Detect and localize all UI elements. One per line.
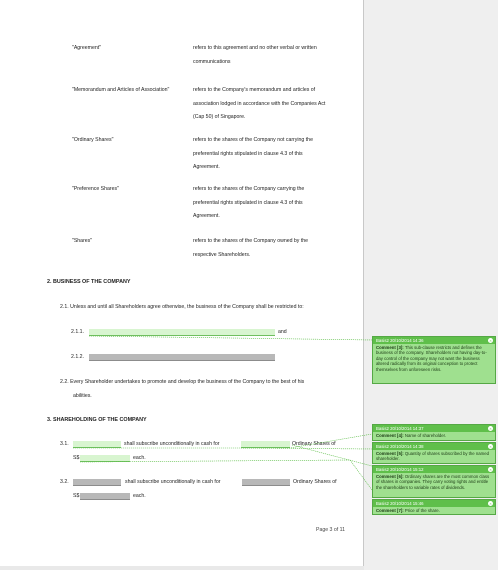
definition-text: refers to the shares of the Company owned by the [193, 238, 309, 244]
definition-term: "Ordinary Shares" [72, 137, 114, 143]
comment-balloon[interactable] [372, 336, 496, 384]
comment-text: This sub-clause restricts and defines the business of the company. Shareholders not having day-to-day control of the company may not want the business altered radically from its original conception to protect themselves from unforeseen risks. [376, 345, 487, 372]
close-icon[interactable]: × [489, 444, 492, 449]
close-icon[interactable]: × [489, 426, 492, 431]
clause-text: each. [133, 493, 146, 499]
comment-balloon[interactable] [372, 499, 496, 515]
connector-line [73, 434, 372, 448]
comment-balloon[interactable] [372, 465, 496, 498]
definition-text: preferential rights stipulated in clause 4.3 of this [193, 200, 303, 206]
definition-text: preferential rights stipulated in clause 4.3 of this [193, 151, 303, 157]
comment-label: Comment [5]: [376, 451, 404, 456]
definition-term: "Agreement" [72, 45, 102, 51]
clause-text: shall subscribe unconditionally in cash for [124, 441, 220, 447]
clause-text: abilities. [73, 393, 92, 399]
comment-author-date: Basis2 20/10/2014 15:12 [376, 467, 424, 472]
comment-author-date: Basis2 20/10/2014 14:38 [376, 444, 424, 449]
comment-text: Name of shareholder. [404, 433, 446, 438]
clause-text: shall subscribe unconditionally in cash for [125, 479, 221, 485]
comment-balloon[interactable] [372, 442, 496, 464]
definition-term: "Shares" [72, 238, 93, 244]
comment-header [373, 337, 495, 344]
definition-text: association lodged in accordance with the Companies Act [193, 101, 326, 107]
clause-number: 3.1. [60, 441, 69, 447]
comment-label: Comment [4]: [376, 433, 404, 438]
clause-text: 2.1. Unless and until all Shareholders agree otherwise, the business of the Company shall be restricted to: [60, 304, 304, 310]
clause-text: each. [133, 455, 146, 461]
connector-line [89, 336, 372, 340]
comment-label: Comment [6]: [376, 474, 404, 479]
comment-header [373, 425, 495, 432]
page-number: Page 3 of 11 [316, 527, 346, 533]
definition-text: communications [193, 59, 231, 65]
comment-author-date: Basis2 20/10/2014 14:36 [376, 338, 424, 343]
currency-label: S$ [73, 455, 80, 461]
close-icon[interactable]: × [489, 501, 492, 506]
clause-text: and [278, 329, 287, 335]
close-icon[interactable]: × [489, 467, 492, 472]
comment-text: Price of the share. [404, 508, 440, 513]
comment-label: Comment [7]: [376, 508, 404, 513]
connector-line [80, 460, 372, 490]
definition-text: respective Shareholders. [193, 252, 251, 258]
definition-text: refers to this agreement and no other verbal or written [193, 45, 317, 51]
currency-label: S$ [73, 493, 80, 499]
definition-term: "Memorandum and Articles of Association" [72, 87, 170, 93]
comment-header [373, 466, 495, 473]
comment-header [373, 500, 495, 507]
section-heading: 3. SHAREHOLDING OF THE COMPANY [47, 417, 147, 423]
clause-text: Ordinary Shares of [293, 479, 337, 485]
clause-text: Ordinary Shares of [292, 441, 336, 447]
definition-term: "Preference Shares" [72, 186, 119, 192]
definition-text: refers to the Company's memorandum and articles of [193, 87, 316, 93]
close-icon[interactable]: × [489, 338, 492, 343]
definition-text: Agreement. [193, 164, 220, 170]
section-heading: 2. BUSINESS OF THE COMPANY [47, 279, 131, 285]
comment-header [373, 443, 495, 450]
definition-text: Agreement. [193, 213, 220, 219]
comment-text: Ordinary shares are the most common class of shares in companies. They carry voting rights and entitle the shareholders to variable rates of dividends. [376, 474, 490, 490]
comment-balloon[interactable] [372, 424, 496, 441]
clause-number: 2.1.2. [71, 354, 84, 360]
clause-number: 3.2. [60, 479, 69, 485]
comment-author-date: Basis2 20/10/2014 14:37 [376, 426, 424, 431]
comment-text: Quantity of shares subscribed by the named shareholder. [376, 451, 489, 462]
comment-author-date: Basis2 20/10/2014 15:46 [376, 501, 424, 506]
definition-text: (Cap 50) of Singapore. [193, 114, 246, 120]
clause-text: 2.2. Every Shareholder undertakes to promote and develop the business of the Company to the best of his [60, 379, 305, 385]
clause-number: 2.1.1. [71, 329, 84, 335]
definition-text: refers to the shares of the Company carrying the [193, 186, 305, 192]
comment-label: Comment [3]: [376, 345, 404, 350]
connector-line [292, 445, 372, 466]
definition-text: refers to the shares of the Company not carrying the [193, 137, 313, 143]
